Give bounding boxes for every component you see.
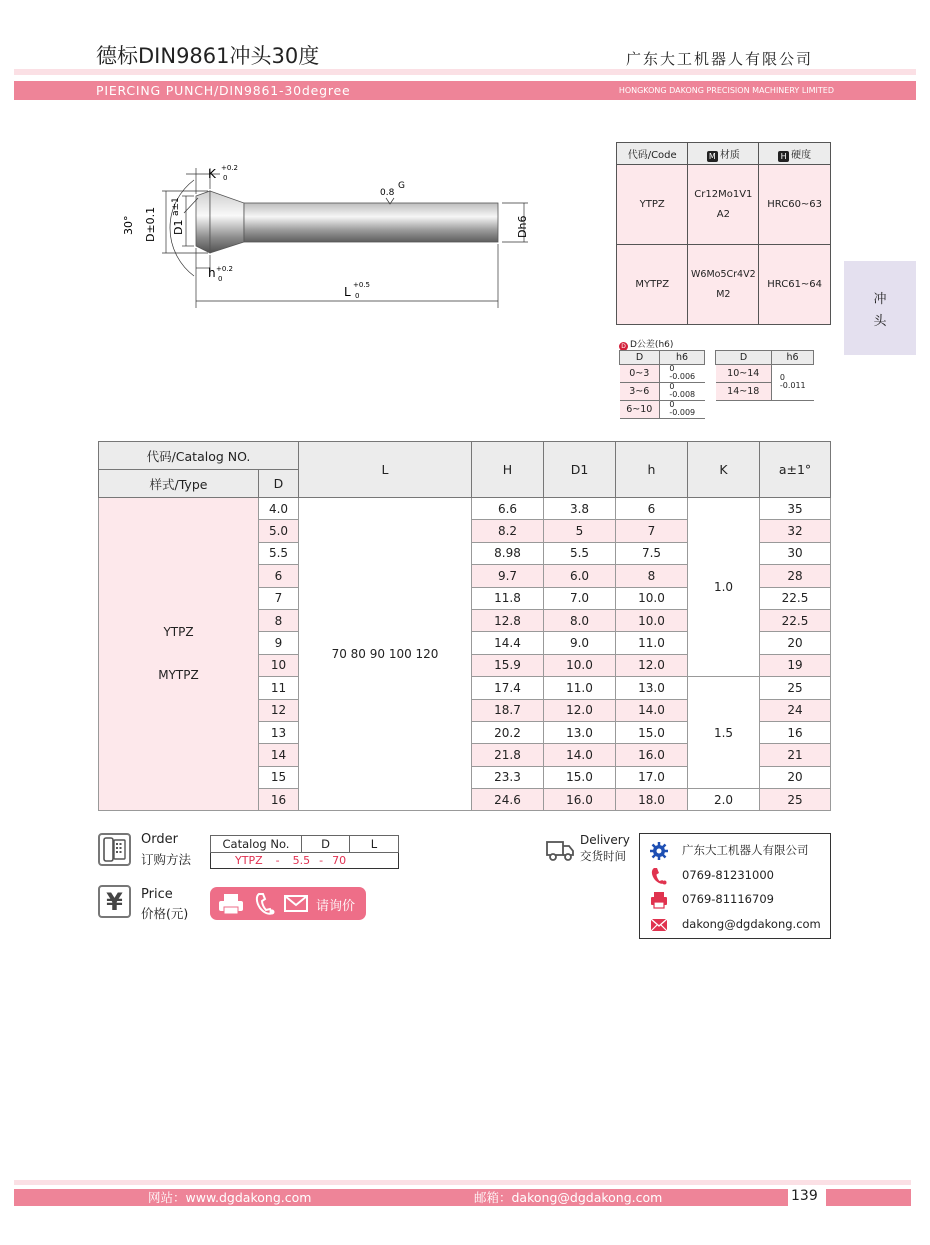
mail-icon — [650, 916, 668, 934]
material-table — [616, 142, 831, 325]
table-row: 7 11.8 7.0 10.0 22.5 — [99, 587, 831, 609]
tol-row: 14~18 — [716, 383, 814, 401]
fax-icon — [650, 891, 668, 909]
dim-l-tol-low: 0 — [355, 292, 360, 300]
header-small-h: h — [616, 442, 688, 498]
company-name-en: HONGKONG DAKONG PRECISION MACHINERY LIMITED — [618, 86, 834, 95]
order-example-row: YTPZ - 5.5 - 70 — [211, 853, 399, 869]
table-row: 11 17.4 11.0 13.0 1.5 25 — [99, 677, 831, 699]
dim-dh6-label: Dh6 — [516, 215, 529, 238]
table-row: 9 14.4 9.0 11.0 20 — [99, 632, 831, 654]
order-header-l: L — [350, 836, 399, 853]
spec-table — [98, 441, 831, 811]
roughness-value: 0.8 — [380, 188, 395, 198]
order-label-cn: 订购方法 — [141, 852, 192, 867]
table-row: 12 18.7 12.0 14.0 24 — [99, 699, 831, 721]
table-row: 8 12.8 8.0 10.0 22.5 — [99, 609, 831, 631]
dim-d-label: D±0.1 — [144, 206, 157, 242]
contact-email[interactable]: dakong@dgdakong.com — [650, 912, 828, 936]
dim-h-tol-low: 0 — [218, 275, 223, 283]
header-catalog: 代码/Catalog NO. — [99, 442, 299, 470]
tol-header-d: D — [620, 351, 660, 365]
inquire-price-label: 请询价 — [316, 899, 356, 914]
page-title: 德标DIN9861冲头30度 — [96, 44, 320, 68]
tol-header-h6: h6 — [772, 351, 814, 365]
material-row — [617, 165, 831, 245]
delivery-truck-icon — [546, 836, 574, 864]
table-row: 14 21.8 14.0 16.0 21 — [99, 744, 831, 766]
dim-k-tol-low: 0 — [223, 174, 228, 182]
material-hardness: HRC61~64 — [759, 245, 831, 325]
k-value: 1.5 — [688, 677, 760, 789]
dim-angle-label: 30° — [122, 215, 135, 235]
material-header-material — [688, 143, 759, 165]
page-subtitle: PIERCING PUNCH/DIN9861-30degree — [96, 83, 351, 98]
table-row: 5.0 8.2 5 7 32 — [99, 520, 831, 542]
header-d: D — [259, 470, 299, 498]
table-row: 6 9.7 6.0 8 28 — [99, 565, 831, 587]
fax-icon — [218, 893, 244, 915]
hardness-icon: H — [778, 151, 789, 162]
type-cell: YTPZ MYTPZ — [99, 498, 259, 811]
hardness-header-label: 硬度 — [791, 149, 812, 161]
header-d1: D1 — [544, 442, 616, 498]
price-label-en: Price — [141, 887, 173, 902]
dim-h-tol-up: +0.2 — [216, 265, 233, 273]
delivery-label-en: Delivery — [580, 833, 630, 847]
tolerance-table-left — [619, 350, 705, 419]
gear-icon — [650, 842, 668, 860]
punch-body — [196, 191, 498, 253]
dim-k-label: K — [208, 167, 216, 181]
contact-phone[interactable]: 0769-81231000 — [650, 863, 828, 887]
k-value: 2.0 — [688, 789, 760, 811]
phone-icon — [98, 833, 131, 866]
material-hardness: HRC60~63 — [759, 165, 831, 245]
table-row: 15 23.3 15.0 17.0 20 — [99, 766, 831, 788]
tol-row: 10~14 0 -0.011 — [716, 365, 814, 383]
material-header-code: 代码/Code — [617, 143, 688, 165]
material-code: YTPZ — [617, 165, 688, 245]
tol-row: 3~6 0 -0.008 — [620, 383, 705, 401]
dim-d1-label: D1 — [172, 219, 185, 235]
table-row: 10 15.9 10.0 12.0 19 — [99, 654, 831, 676]
header-a: a±1° — [760, 442, 831, 498]
k-value: 1.0 — [688, 498, 760, 677]
table-row: 16 24.6 16.0 18.0 2.0 25 — [99, 789, 831, 811]
yen-icon — [98, 885, 131, 918]
mail-icon — [284, 895, 308, 912]
dim-l-tol-up: +0.5 — [353, 281, 370, 289]
order-header-catalog: Catalog No. — [211, 836, 302, 853]
roughness-grade: G — [398, 181, 405, 191]
page-number: 139 — [791, 1188, 818, 1204]
tol-header-h6: h6 — [660, 351, 705, 365]
phone-handset-icon — [254, 892, 276, 916]
header-stripe — [14, 69, 916, 75]
svg-text:¥: ¥ — [106, 888, 123, 916]
contact-box — [639, 833, 831, 939]
table-row: 13 20.2 13.0 15.0 16 — [99, 721, 831, 743]
material-name: Cr12Mo1V1 A2 — [688, 165, 759, 245]
material-name: W6Mo5Cr4V2 M2 — [688, 245, 759, 325]
dim-a-label: a±1 — [171, 197, 181, 216]
footer-website-link[interactable]: 网站：www.dgdakong.com — [148, 1190, 312, 1205]
tolerance-title: D D公差(h6) — [619, 337, 673, 351]
l-values: 70 80 90 100 120 — [299, 498, 472, 811]
footer-email-link[interactable]: 邮箱：dakong@dgdakong.com — [474, 1190, 663, 1205]
delivery-label-cn: 交货时间 — [580, 849, 626, 863]
footer-stripe — [14, 1180, 911, 1185]
tol-row: 0~3 0 -0.006 — [620, 365, 705, 383]
order-header-d: D — [302, 836, 350, 853]
material-row — [617, 245, 831, 325]
order-example-table — [210, 835, 399, 869]
material-header-hardness — [759, 143, 831, 165]
order-label-en: Order — [141, 832, 178, 847]
header-k: K — [688, 442, 760, 498]
table-row: YTPZ MYTPZ 4.0 70 80 90 100 120 6.6 3.8 6 1.0 35 — [99, 498, 831, 520]
tol-header-d: D — [716, 351, 772, 365]
tolerance-icon: D — [619, 342, 628, 351]
punch-drawing — [110, 158, 540, 318]
table-row: 5.5 8.98 5.5 7.5 30 — [99, 542, 831, 564]
phone-handset-icon — [650, 867, 668, 885]
dim-h-label: h — [208, 266, 216, 280]
material-code: MYTPZ — [617, 245, 688, 325]
tol-row: 6~10 0 -0.009 — [620, 401, 705, 419]
header-l: L — [299, 442, 472, 498]
dim-k-tol-up: +0.2 — [221, 164, 238, 172]
inquire-price-button[interactable] — [210, 887, 366, 920]
header-type: 样式/Type — [99, 470, 259, 498]
contact-company: 广东大工机器人有限公司 — [650, 838, 828, 862]
price-label-cn: 价格(元) — [141, 906, 189, 921]
tolerance-table-right — [715, 350, 814, 401]
material-header-label: 材质 — [719, 149, 740, 161]
side-tab[interactable] — [844, 261, 916, 355]
contact-fax[interactable]: 0769-81116709 — [650, 887, 828, 911]
header-h: H — [472, 442, 544, 498]
dim-l-label: L — [344, 285, 351, 299]
company-name: 广东大工机器人有限公司 — [626, 50, 814, 68]
side-tab-label: 冲头 — [873, 292, 887, 329]
material-icon: M — [707, 151, 718, 162]
